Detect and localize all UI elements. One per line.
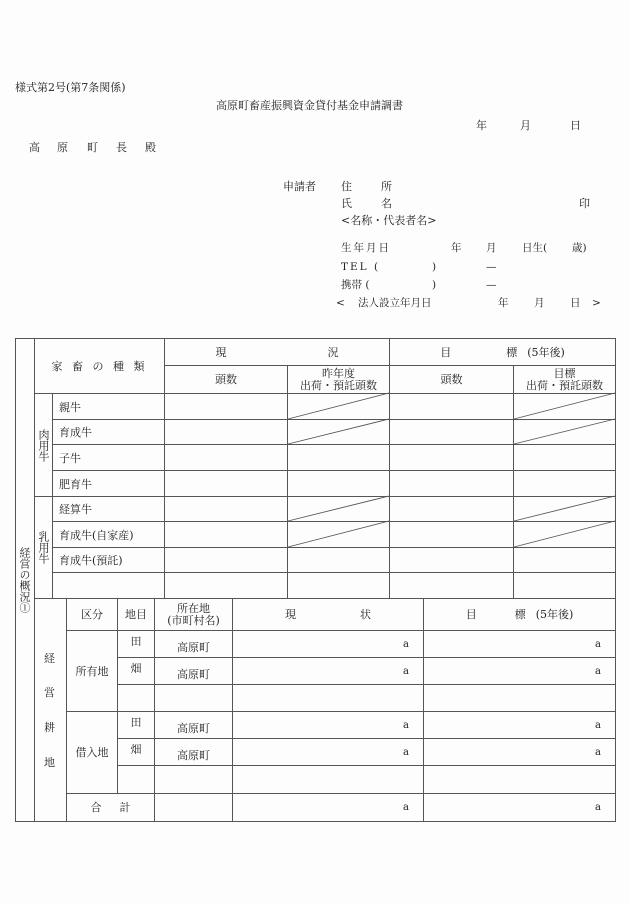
birth-day-label: 日生( <box>522 242 548 254</box>
tel-close: ) <box>432 261 437 273</box>
date-month-label: 月 <box>520 119 531 132</box>
header-location-2: (市町村名) <box>167 613 220 627</box>
corp-year-label: 年 <box>498 297 509 309</box>
current-area-cell[interactable]: a <box>403 719 409 731</box>
section-label-farmland <box>35 630 66 770</box>
mobile-close: ) <box>432 279 437 291</box>
total-label-2: 計 <box>119 801 131 814</box>
livestock-row-label: 子牛 <box>59 451 81 465</box>
addressee-char: 殿 <box>145 141 156 154</box>
document-title: 高原町畜産振興資金貸付基金申請調書 <box>216 99 403 112</box>
land-type: 田 <box>130 715 142 729</box>
header-farmland-target-2: 標 <box>514 608 526 621</box>
input-beef-fattening-shipped[interactable] <box>288 471 389 496</box>
applicant-label: 申請者 <box>283 180 316 193</box>
location-input[interactable] <box>155 685 232 711</box>
subheader-last-year <box>288 366 389 393</box>
header-current-status-1: 現 <box>285 608 296 621</box>
header-farmland-target-3: (5年後) <box>535 608 574 621</box>
group-label-beef-cattle: 肉用牛 <box>37 428 50 462</box>
header-current-2: 況 <box>327 345 339 359</box>
header-farmland-target <box>424 599 615 630</box>
land-type: 畑 <box>130 742 142 756</box>
section-label-overview: 経営の概況① <box>18 547 31 613</box>
target-area-cell[interactable]: a <box>595 719 601 731</box>
header-current-status <box>233 599 423 630</box>
subheader-last-year-1: 昨年度 <box>322 366 355 380</box>
location-value: 高原町 <box>177 640 210 654</box>
total-location-cell <box>155 794 232 821</box>
input-beef-parent-target[interactable] <box>390 394 513 419</box>
form-number: 様式第2号(第7条関係) <box>15 81 126 94</box>
input-dairy-heifer-consigned-target[interactable] <box>390 548 513 572</box>
livestock-row-label: 育成牛(預託) <box>59 554 123 567</box>
header-farmland-target-1: 目 <box>465 608 477 621</box>
header-livestock-type: 家 畜 の 種 類 <box>51 359 148 373</box>
total-current-area[interactable]: a <box>403 802 409 813</box>
subheader-target-shipping-2: 出荷・預託頭数 <box>526 378 603 392</box>
farmland-label-char-2: 営 <box>44 686 55 699</box>
seal-mark: 印 <box>579 197 590 210</box>
group-label-owned-land: 所有地 <box>75 664 109 678</box>
livestock-row-label <box>53 573 164 598</box>
name-label-2: 名 <box>381 197 392 210</box>
input-beef-parent-current[interactable] <box>165 394 287 419</box>
address-label-1: 住 <box>341 180 352 193</box>
livestock-row-label: 育成牛 <box>59 426 92 439</box>
header-target-3: (5年後) <box>527 345 565 359</box>
target-area-cell[interactable] <box>424 766 615 793</box>
input-beef-calf-target-shipped[interactable] <box>514 445 615 470</box>
header-current-status-2: 状 <box>360 608 371 621</box>
input-dairy-milking-target[interactable] <box>390 497 513 521</box>
target-area-cell[interactable]: a <box>595 665 601 677</box>
addressee-char: 高 <box>29 141 40 154</box>
date-year-label: 年 <box>476 119 487 132</box>
mobile-label: 携帯 ( <box>341 279 370 291</box>
livestock-row-label: 育成牛(自家産) <box>59 528 134 542</box>
name-label-1: 氏 <box>341 197 352 210</box>
input-dairy-heifer-consigned-shipped[interactable] <box>288 548 389 572</box>
input-beef-calf-shipped[interactable] <box>288 445 389 470</box>
current-area-cell[interactable]: a <box>403 746 409 758</box>
corp-established-label: 法人設立年月日 <box>358 297 432 309</box>
birth-year-label: 年 <box>451 242 462 254</box>
birth-date-label: 生年月日 <box>341 242 391 254</box>
group-label-dairy-cattle: 乳用牛 <box>37 531 50 564</box>
subheader-headcount: 頭数 <box>215 373 237 386</box>
header-current-1: 現 <box>215 345 227 359</box>
current-area-cell[interactable]: a <box>403 638 409 650</box>
header-target-2: 標 <box>506 345 518 359</box>
input-beef-fattening-target[interactable] <box>390 471 513 496</box>
input-beef-heifer-target[interactable] <box>390 420 513 444</box>
header-current <box>165 339 389 365</box>
land-type: 畑 <box>130 661 142 675</box>
tel-dash: — <box>486 261 497 273</box>
farmland-label-char-3: 耕 <box>44 721 55 734</box>
tel-label: TEL ( <box>341 261 381 273</box>
mobile-dash: — <box>486 279 497 291</box>
subheader-target-shipping-1: 目標 <box>553 366 576 380</box>
group-label-leased-land: 借入地 <box>75 746 109 759</box>
header-land-type: 地目 <box>125 608 147 621</box>
input-beef-calf-target[interactable] <box>390 445 513 470</box>
addressee-char: 原 <box>57 141 68 154</box>
farmland-label-char-1: 経 <box>44 652 55 665</box>
location-input[interactable] <box>155 766 232 793</box>
current-area-cell[interactable] <box>233 766 423 793</box>
target-area-cell[interactable]: a <box>595 746 601 758</box>
total-label <box>67 794 154 821</box>
input-beef-calf-current[interactable] <box>165 445 287 470</box>
input-dairy-heifer-own-current[interactable] <box>165 522 287 547</box>
land-type: 田 <box>130 634 142 648</box>
header-target <box>390 339 615 365</box>
current-area-cell[interactable] <box>233 685 423 711</box>
header-location-1: 所在地 <box>177 601 210 615</box>
livestock-row-label: 肥育牛 <box>59 477 92 491</box>
location-value: 高原町 <box>177 748 210 762</box>
subheader-last-year-2: 出荷・預託頭数 <box>300 378 377 392</box>
total-target-area[interactable]: a <box>595 802 601 813</box>
subheader-target-headcount: 頭数 <box>440 373 463 386</box>
land-type-input[interactable] <box>118 685 154 711</box>
target-area-cell[interactable]: a <box>595 638 601 650</box>
input-dairy-heifer-own-target[interactable] <box>390 522 513 547</box>
header-target-1: 目 <box>440 345 452 359</box>
date-day-label: 日 <box>570 119 581 132</box>
livestock-row-label: 経算牛 <box>59 503 92 516</box>
address-label-2: 所 <box>381 180 392 193</box>
age-label: 歳) <box>572 242 587 254</box>
target-area-cell[interactable] <box>424 685 615 711</box>
land-type-input[interactable] <box>118 766 154 793</box>
addressee-char: 町 <box>87 141 98 154</box>
location-value: 高原町 <box>177 667 210 681</box>
input-beef-fattening-target-shipped[interactable] <box>514 471 615 496</box>
input-beef-heifer-current[interactable] <box>165 420 287 444</box>
addressee-char: 長 <box>116 141 127 154</box>
header-category: 区分 <box>81 608 103 621</box>
livestock-row-label: 親牛 <box>59 400 81 414</box>
birth-month-label: 月 <box>486 242 497 254</box>
corp-day-label: 日 <box>570 297 581 309</box>
corp-established-close: > <box>592 297 601 309</box>
current-area-cell[interactable]: a <box>403 665 409 677</box>
corp-name-label: <名称・代表者名> <box>341 214 437 227</box>
corp-month-label: 月 <box>534 297 545 309</box>
header-location <box>155 599 232 630</box>
subheader-target-shipping <box>514 366 615 393</box>
location-value: 高原町 <box>177 721 210 735</box>
farmland-label-char-4: 地 <box>44 756 55 769</box>
total-label-1: 合 <box>90 801 102 814</box>
input-dairy-heifer-consigned-target-shipped[interactable] <box>514 548 615 572</box>
input-dairy-milking-current[interactable] <box>165 497 287 521</box>
input-beef-fattening-current[interactable] <box>165 471 287 496</box>
input-dairy-heifer-consigned-current[interactable] <box>165 548 287 572</box>
corp-established-open: < <box>336 297 345 309</box>
